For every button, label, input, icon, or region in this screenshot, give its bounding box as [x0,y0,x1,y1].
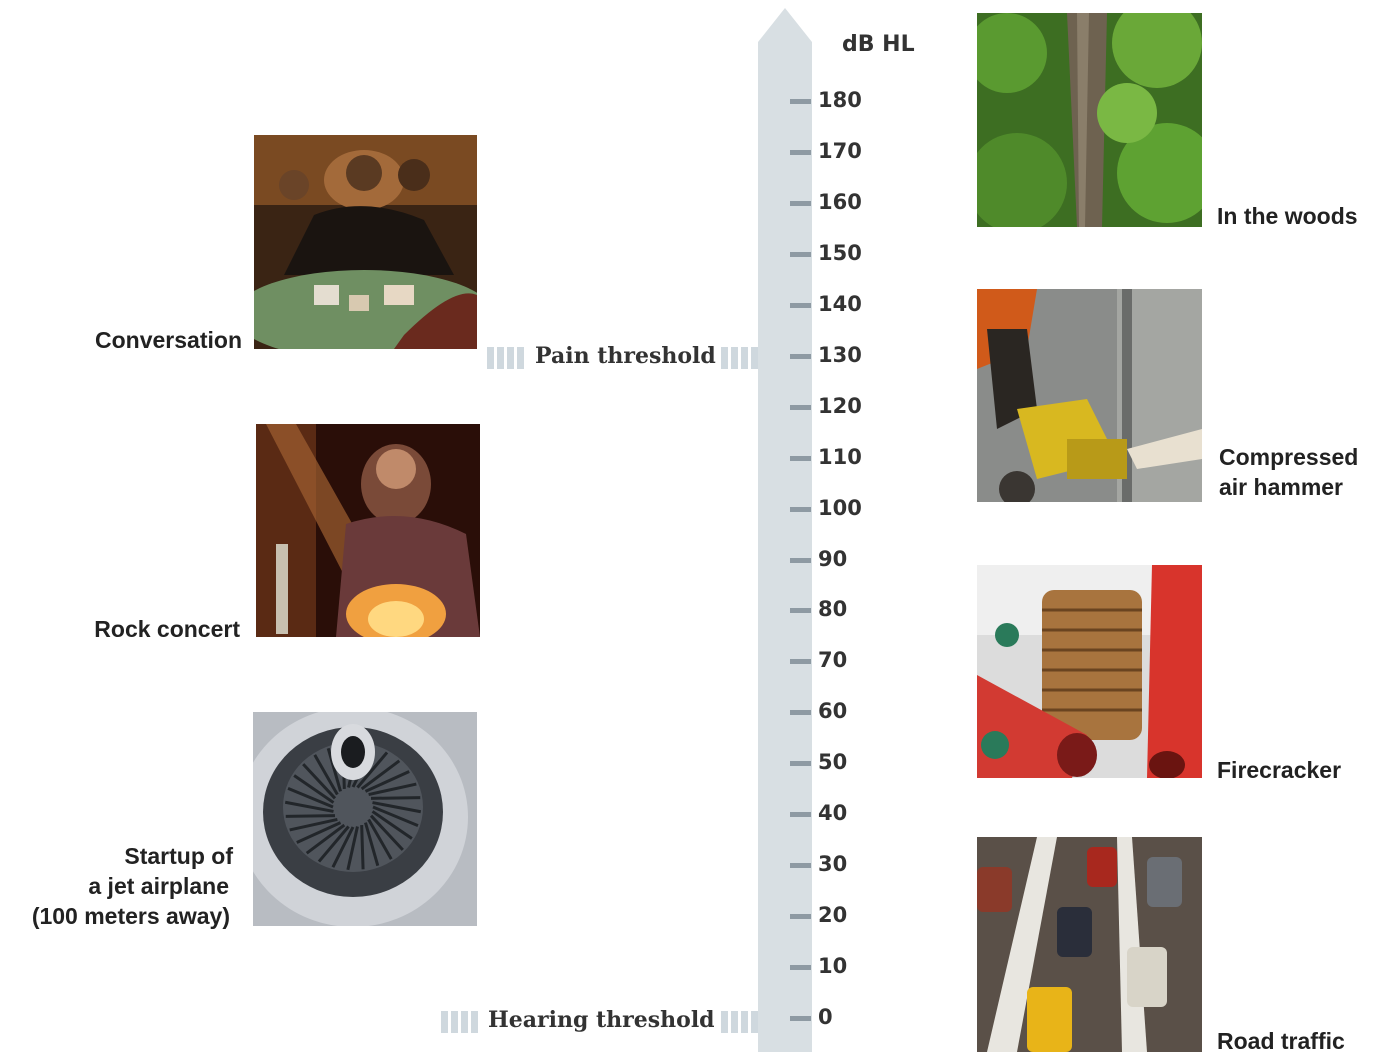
pain-threshold-label: Pain threshold [535,343,716,369]
scale-tick-mark [790,965,811,970]
scale-tick-mark [790,1016,811,1021]
scale-tick-label: 20 [818,903,848,928]
scale-tick-mark [790,710,811,715]
scale-tick-label: 40 [818,801,848,826]
scale-tick-mark [790,863,811,868]
rock-concert-photo [256,424,480,637]
scale-tick-label: 130 [818,342,862,367]
scale-tick-label: 30 [818,852,848,877]
air-hammer-photo [977,289,1202,502]
scale-tick-mark [790,354,811,359]
scale-tick-label: 80 [818,597,848,622]
firecracker-photo [977,565,1202,778]
conversation-photo [254,135,477,349]
caption-firecracker: Firecracker [1217,757,1342,783]
scale-tick-label: 10 [818,954,848,979]
scale-tick-label: 180 [818,88,862,112]
scale-tick-label: 0 [818,1005,833,1029]
db-scale-arrow [758,8,812,1052]
pain-threshold-stripes-right [721,347,758,369]
scale-tick-mark [790,201,811,206]
hearing-threshold-stripes-left [441,1011,478,1033]
scale-tick-mark [790,150,811,155]
scale-tick-mark [790,659,811,664]
scale-tick-mark [790,99,811,104]
scale-tick-mark [790,812,811,817]
road-traffic-photo [977,837,1202,1052]
scale-tick-label: 120 [818,393,862,418]
scale-tick-mark [790,405,811,410]
scale-tick-mark [790,914,811,919]
scale-tick-mark [790,252,811,257]
caption-rock-concert: Rock concert [94,616,240,642]
scale-tick-mark [790,456,811,461]
scale-tick-mark [790,507,811,512]
scale-tick-label: 110 [818,444,862,469]
hearing-threshold-stripes-right [721,1011,758,1033]
scale-tick-label: 150 [818,240,862,265]
caption-jet-line-1: Startup of [124,843,233,869]
scale-tick-label: 90 [818,546,848,571]
caption-jet-line-2: a jet airplane [88,873,229,899]
pain-threshold-stripes-left [487,347,524,369]
caption-jet-line-3: (100 meters away) [31,903,230,929]
scale-tick-mark [790,558,811,563]
scale-tick-mark [790,608,811,613]
scale-tick-label: 140 [818,291,862,316]
hearing-threshold-label: Hearing threshold [488,1007,715,1033]
scale-tick-label: 170 [818,138,862,163]
scale-tick-label: 160 [818,189,862,214]
caption-hammer-line-1: Compressed [1219,444,1359,470]
caption-woods: In the woods [1217,203,1358,229]
caption-conversation: Conversation [95,327,242,353]
woods-photo [977,13,1202,227]
caption-hammer-line-2: air hammer [1219,474,1344,500]
scale-tick-label: 70 [818,648,848,673]
scale-tick-label: 50 [818,750,848,775]
scale-tick-label: 100 [818,495,862,520]
scale-tick-label: 60 [818,699,848,724]
caption-road-traffic: Road traffic [1217,1028,1345,1054]
scale-unit-label: dB HL [842,32,915,57]
jet-engine-photo [253,712,477,926]
scale-tick-mark [790,761,811,766]
scale-tick-mark [790,303,811,308]
